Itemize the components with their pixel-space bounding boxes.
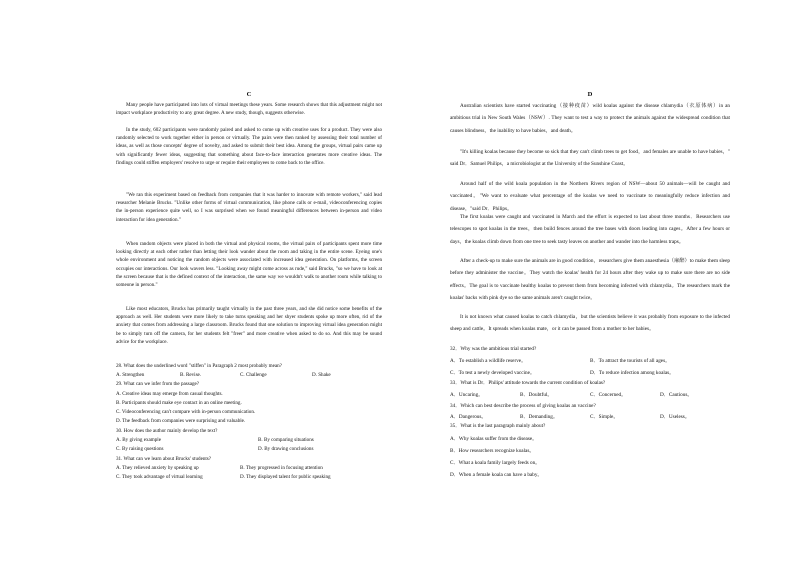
answer-option[interactable]: D．Cautious。 (660, 392, 693, 398)
question-stem: 31. What can we learn about Brucks' students? (116, 456, 212, 462)
answer-option[interactable]: A．Uncaring。 (450, 392, 484, 398)
answer-option[interactable]: B. By comparing situations (258, 437, 314, 443)
answer-option[interactable]: D．When a female koala can have a baby。 (450, 472, 543, 478)
answer-option[interactable]: A．Why koalas suffer from the disease。 (450, 436, 538, 442)
passage-paragraph: Like most educators, Brucks has primarily taught virtually in the past three years, and she did notice some benefits of the approach as well. Her students were more likely to take turns speaking and her shyer students spoke up more often, rid of the anxiety that comes from addressing a large classroom. Brucks found that one solution to improving virtual idea generation might be to simply turn off the camera, for her students felt "freer" and more creative when asked to do so. And this may be sound advice for the workplace. (116, 306, 382, 345)
answer-option[interactable]: C．Simple。 (590, 414, 619, 420)
answer-option[interactable]: C．Concerned。 (590, 392, 627, 398)
answer-option[interactable]: A. They relieved anxiety by speaking up (116, 465, 199, 471)
answer-option[interactable]: D. Shake (312, 372, 331, 378)
answer-option[interactable]: C．To test a newly developed vaccine。 (450, 370, 536, 376)
passage-heading: D (587, 91, 593, 98)
answer-option[interactable]: A. By giving example (116, 437, 161, 443)
passage-paragraph: "It's killing koalas because they become so sick that they can't climb trees to get food，and females are unable to have babies，" said Dr．Samuel Philips，a microbiologist at the University of the Sunshine Coast。 (450, 149, 730, 168)
passage-paragraph: "We ran this experiment based on feedback from companies that it was harder to innovate with remote workers," said lead researcher Melanie Brucks. "Unlike other forms of virtual communication, like phone calls or e-mail, videoconferencing copies the in-person experience quite well, so I was surprised when we found meaningful differences between in-person and video interaction for idea generation." (116, 192, 382, 223)
passage-paragraph: Australian scientists have started vaccinating（接种疫苗）wild koalas against the disease chlamydia（衣原体病）in an ambitious trial in New South Wales（NSW）. They want to test a way to protect the animals against the widespread condition that causes blindness，the inability to have babies，and death。 (450, 103, 730, 134)
answer-option[interactable]: B. Participants should make eye contact in an online meeting. (116, 400, 242, 406)
answer-option[interactable]: B．To attract the tourists of all ages。 (590, 358, 671, 364)
question-stem: 32．Why was the ambitious trial started? (450, 346, 537, 352)
question-stem: 33．What is Dr．Philips' attitude towards the current condition of koalas? (450, 380, 606, 386)
passage-heading: C (246, 91, 252, 98)
answer-option[interactable]: B．Demanding。 (520, 414, 559, 420)
passage-paragraph: When random objects were placed in both the virtual and physical rooms, the virtual pairs of participants spent more time looking directly at each other rather than letting their look wander about the room and taking in the entire scene. Eyeing one's whole environment and noticing the random objects were associated with increased idea generation. On platforms, the screen occupies our interactions. Our look wavers less. "Looking away might come across as rude," said Brucks, "so we have to look at the screen because that is the defined context of the interaction, the same way we wouldn't walk to another room while talking to someone in person." (116, 241, 382, 289)
answer-option[interactable]: A. Creative ideas may emerge from casual thoughts. (116, 391, 223, 397)
answer-option[interactable]: C. Challenge (240, 372, 267, 378)
passage-paragraph: In the study, 602 participants were randomly paired and asked to come up with creative uses for a product. They were also randomly selected to work together either in person or virtually. The pairs were then ranked by assessing their total number of ideas, as well as those concepts' degree of novelty, and asked to submit their best idea. Among the groups, virtual pairs came up with significantly fewer ideas, suggesting that something about face-to-face interaction generates more creative ideas. The findings could stiffen employers' resolve to urge or require their employees to come back to the office. (116, 127, 382, 166)
passage-paragraph: Many people have participated into lots of virtual meetings these years. Some research shows that this adjustment might not impact workplace productivity to any great degree. A new study, though, suggests otherwise. (116, 102, 382, 117)
question-stem: 30. How does the author mainly develop the text? (116, 428, 218, 434)
question-stem: 28. What does the underlined word "stiffen" in Paragraph 2 most probably mean? (116, 363, 282, 369)
answer-option[interactable]: C. Videoconferencing can't compare with in-person communication. (116, 409, 256, 415)
passage-paragraph: The first koalas were caught and vaccinated in March and the effort is expected to last about three months．Researchers use telescopes to spot koalas in the trees，then build fences around the tree bases with doors leading into cages。After a few hours or days，the koalas climb down from one tree to seek tasty leaves on another and wander into the harmless traps。 (450, 214, 730, 245)
question-stem: 29. What can we infer from the passage? (116, 381, 200, 387)
answer-option[interactable]: C．What a koala family largely feeds on。 (450, 460, 541, 466)
passage-paragraph: After a check-up to make sure the animals are in good condition，researchers give them anaesthesia（麻醉）to make them sleep before they administer the vaccine。They watch the koalas' health for 24 hours after they wake up to make sure there are no side effects。The goal is to vaccinate healthy koalas to prevent them from becoming infected with chlamydia。The researchers mark the koalas' backs with pink dye so the same animals aren't caught twice。 (450, 258, 730, 301)
answer-option[interactable]: D. By drawing conclusions (258, 446, 314, 452)
answer-option[interactable]: D. They displayed talent for public speaking (240, 474, 331, 480)
passage-paragraph: It is not known what caused koalas to catch chlamydia，but the scientists believe it was probably from exposure to the infected sheep and cattle。It spreads when koalas mate，or it can be passed from a mother to her babies。 (450, 314, 730, 333)
question-stem: 35．What is the last paragraph mainly about? (450, 423, 546, 429)
answer-option[interactable]: B．Doubtful。 (520, 392, 553, 398)
answer-option[interactable]: D．To reduce infection among koalas。 (590, 370, 675, 376)
answer-option[interactable]: A．To establish a wildlife reserve。 (450, 358, 527, 364)
answer-option[interactable]: B．How researchers recognize koalas。 (450, 448, 535, 454)
answer-option[interactable]: D．Useless。 (660, 414, 690, 420)
answer-option[interactable]: A．Dangerous。 (450, 414, 487, 420)
passage-paragraph: Around half of the wild koala population in the Northern Rivers region of NSW—about 50 animals—will be caught and vaccinated。"We want to evaluate what percentage of the koalas we need to vaccinate to meaningfully reduce infection and disease，"said Dr．Philips。 (450, 181, 730, 212)
answer-option[interactable]: B. They progressed in focusing attention (240, 465, 323, 471)
question-stem: 34．Which can best describe the process of giving koalas an vaccine? (450, 403, 596, 409)
answer-option[interactable]: D. The feedback from companies were surprising and valuable. (116, 418, 246, 424)
answer-option[interactable]: C. They took advantage of virtual learning (116, 474, 203, 480)
answer-option[interactable]: C. By raising questions (116, 446, 164, 452)
answer-option[interactable]: B. Revise. (180, 372, 202, 378)
answer-option[interactable]: A. Strengthen (116, 372, 145, 378)
